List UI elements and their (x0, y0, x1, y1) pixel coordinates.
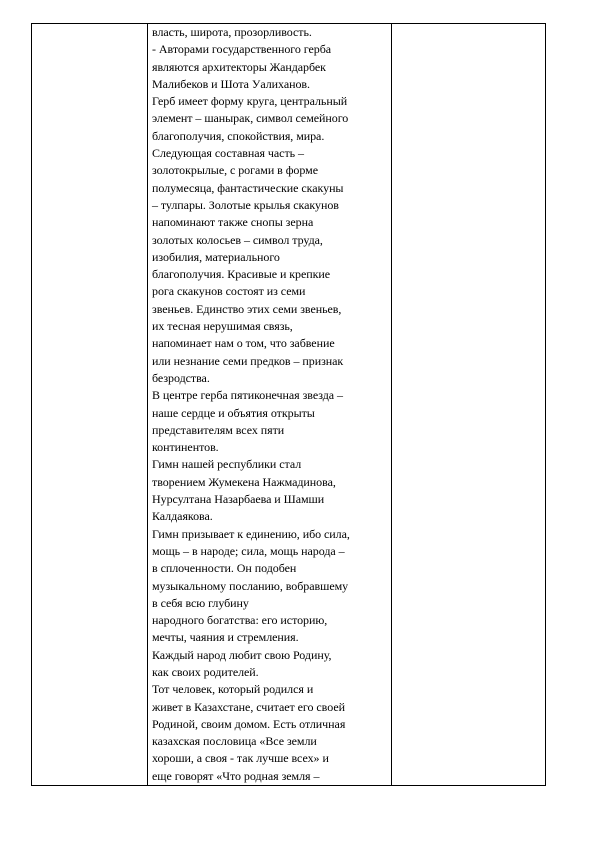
text-line: полумесяца, фантастические скакуны (152, 180, 344, 195)
text-line: музыкальному посланию, вобравшему (152, 578, 349, 593)
text-line: изобилия, материального (152, 249, 280, 264)
text-line: благополучия. Красивые и крепкие (152, 267, 331, 282)
text-line: мечты, чаяния и стремления. (152, 630, 299, 645)
text-line: - Авторами государственного герба (152, 42, 332, 57)
text-line: являются архитекторы Жандарбек (152, 59, 326, 74)
text-line: Гимн нашей республики стал (152, 457, 302, 472)
text-line: Герб имеет форму круга, центральный (152, 94, 348, 109)
text-line: власть, широта, прозорливость. (152, 25, 312, 39)
text-line: Тот человек, который родился и (152, 682, 314, 697)
text-line: творением Жумекена Нажмадинова, (152, 474, 336, 489)
text-line: в сплоченности. Он подобен (152, 561, 297, 576)
table-cell-right (392, 24, 546, 786)
text-line: напоминает нам о том, что забвение (152, 336, 335, 351)
body-text (148, 24, 391, 785)
text-line: золотокрылые, с рогами в форме (152, 163, 318, 178)
text-line: живет в Казахстане, считает его своей (152, 699, 345, 714)
table-cell-content (148, 24, 392, 786)
text-line: в себя всю глубину (152, 595, 249, 610)
text-line: Родиной, своим домом. Есть отличная (152, 716, 346, 731)
text-line: Гимн призывает к единению, ибо сила, (152, 526, 350, 541)
text-line: Малибеков и Шота Уалиханов. (152, 76, 311, 91)
text-line: благополучия, спокойствия, мира. (152, 128, 325, 143)
text-line: Следующая составная часть – (152, 146, 304, 161)
text-line: хороши, а своя - так лучше всех» и (152, 751, 329, 766)
text-line: звеньев. Единство этих семи звеньев, (152, 301, 342, 316)
text-line: В центре герба пятиконечная звезда – (152, 388, 343, 403)
text-line: их тесная нерушимая связь, (152, 319, 293, 334)
text-line: континентов. (152, 440, 219, 455)
table-row (32, 24, 546, 786)
text-line: золотых колосьев – символ труда, (152, 232, 323, 247)
text-line: наше сердце и объятия открыты (152, 405, 315, 420)
text-line: напоминают также снопы зерна (152, 215, 314, 230)
text-line: или незнание семи предков – признак (152, 353, 344, 368)
text-line: безродства. (152, 370, 210, 385)
text-line: еще говорят «Что родная земля – (152, 768, 320, 783)
text-line: элемент – шанырак, символ семейного (152, 111, 349, 126)
text-line: – тулпары. Золотые крылья скакунов (152, 197, 339, 212)
text-line: мощь – в народе; сила, мощь народа – (152, 543, 345, 558)
text-line: представителям всех пяти (152, 422, 285, 437)
text-line: как своих родителей. (152, 664, 259, 679)
text-line: Нурсултана Назарбаева и Шамши (152, 492, 325, 507)
table-cell-left (32, 24, 148, 786)
lesson-table (31, 23, 546, 786)
text-line: рога скакунов состоят из семи (152, 284, 306, 299)
text-line: Калдаякова. (152, 509, 213, 524)
text-line: народного богатства: его историю, (152, 613, 328, 628)
text-line: Каждый народ любит свою Родину, (152, 647, 332, 662)
text-line: казахская пословица «Все земли (152, 734, 317, 749)
